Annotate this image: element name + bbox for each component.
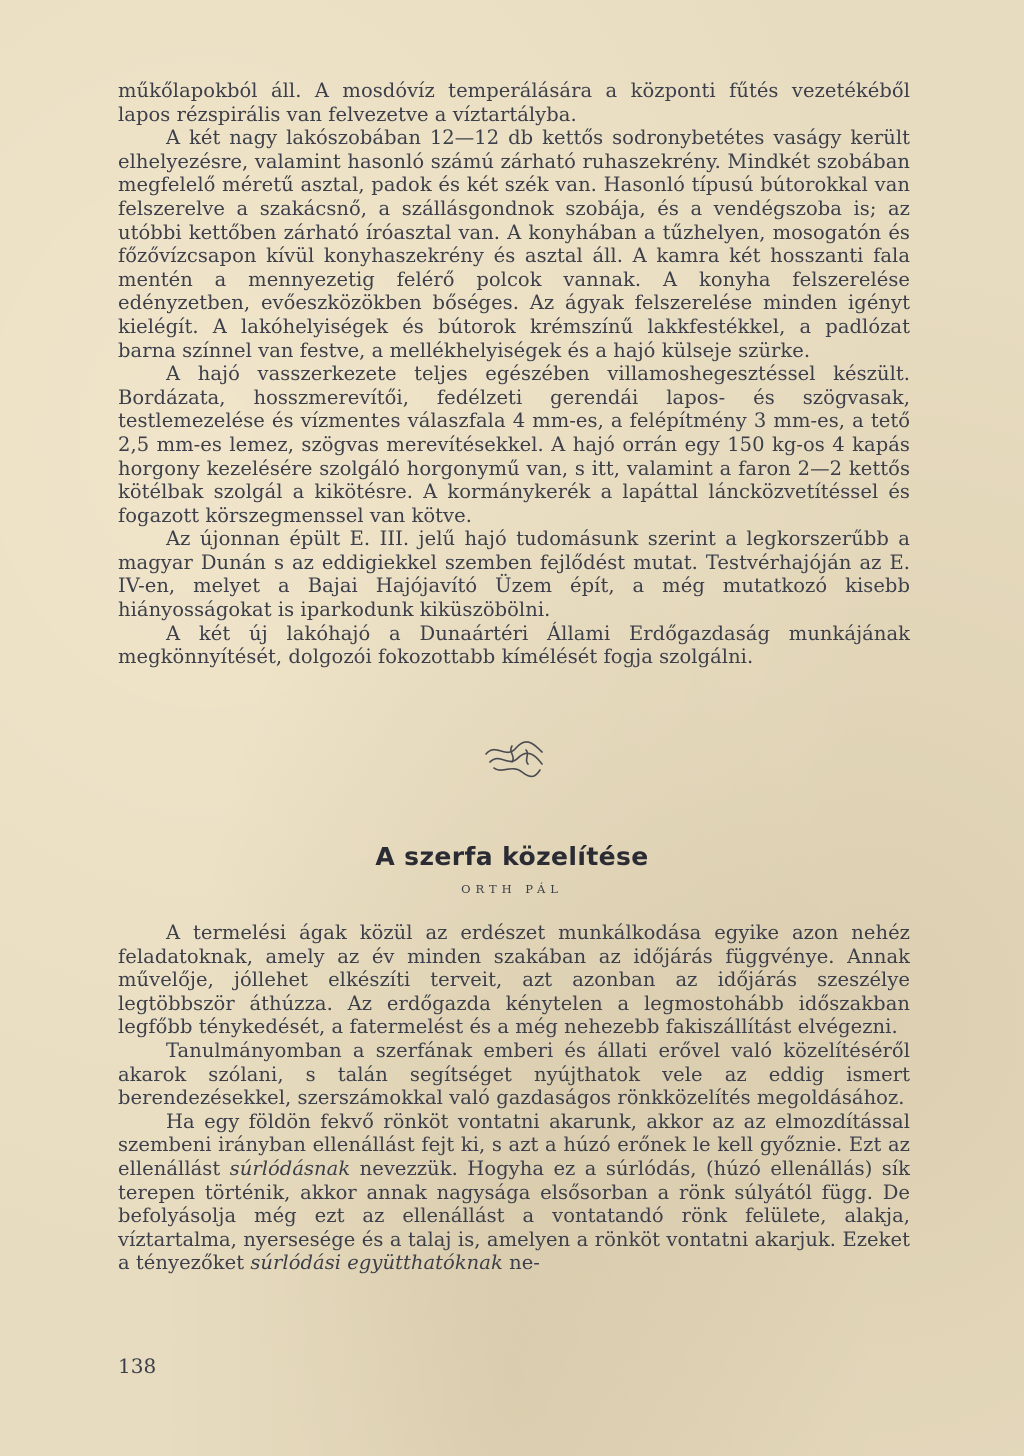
paragraph: A hajó vasszerkezete teljes egészében villamoshegesztéssel készült. Bordázata, hosszmerevítői, fedélzeti gerendái lapos- és szögvasak, testlemezelése és vízmentes válaszfala 4 mm-es, a felépítmény 3 mm-es, a tető 2,5 mm-es lemez, szögvas merevítésekkel. A hajó orrán egy 150 kg-os 4 kapás horgony kezelésére szolgáló horgonymű van, s itt, valamint a faron 2—2 kettős kötélbak szolgál a kikötésre. A kormánykerék a lapáttal láncközvetítéssel és fogazott körszegmenssel van kötve. — [118, 362, 910, 527]
paragraph-text: nevezzük. Hogyha ez a súrlódás, (húzó ellenállás) sík terepen történik, akkor annak nagysága elsősorban a rönk súlyától függ. De befolyásolja még ezt az ellenállást a vontatandó rönk felülete, alakja, víztartalma, nyersesége és a talaj is, amelyen a rönköt vontatni akarjuk. Ezeket a tényezőket — [118, 1156, 910, 1275]
article-body — [118, 921, 910, 1275]
paragraph: A két új lakóhajó a Dunaártéri Állami Erdőgazdaság munkájának megkönnyítését, dolgozói fokozottabb kímélését fogja szolgálni. — [118, 621, 910, 669]
paragraph: A termelési ágak közül az erdészet munkálkodása egyike azon nehéz feladatoknak, amely az év minden szakában az időjárás függvénye. Annak művelője, jóllehet elkészíti terveit, azt azonban az időjárás szeszélye legtöbbször áthúzza. Az erdőgazda kénytelen a legmostohább időszakban legfőbb ténykedését, a fatermelést és a még nehezebb fakiszállítást elvégezni. — [118, 921, 910, 1039]
decorative-flourish-icon — [482, 738, 546, 780]
article-title: A szerfa közelítése — [375, 842, 649, 871]
emphasized-term: súrlódásnak — [229, 1156, 351, 1180]
article-author: ORTH PÁL — [461, 882, 563, 896]
previous-article-continuation — [118, 79, 910, 669]
paragraph-text: Ha egy földön fekvő rönköt vontatni akarunk, akkor az az elmozdítással szembeni irányban ellenállást fejt ki, s azt a húzó erőnek le kell győznie. Ezt az ellenállást — [118, 1109, 910, 1180]
paragraph: Az újonnan épült E. III. jelű hajó tudomásunk szerint a legkorszerűbb a magyar Dunán s az eddigiekkel szemben fejlődést mutat. Testvérhajóján az E. IV-en, melyet a Bajai Hajójavító Üzem épít, a még mutatkozó kisebb hiányosságokat is iparkodunk kiküszöbölni. — [118, 527, 910, 622]
paragraph — [118, 1110, 910, 1275]
emphasized-term: súrlódási együtthatóknak — [250, 1251, 503, 1275]
paragraph: Tanulmányomban a szerfának emberi és állati erővel való közelítéséről akarok szólani, s talán segítséget nyújthatok vele az eddig ismert berendezésekkel, szerszámokkal való gazdaságos rönkközelítés megoldásához. — [118, 1038, 910, 1110]
page-number: 138 — [118, 1354, 157, 1378]
paragraph: műkőlapokból áll. A mosdóvíz temperálására a központi fűtés vezetékéből lapos rézspirális van felvezetve a víztartályba. — [118, 79, 910, 126]
paragraph: A két nagy lakószobában 12—12 db kettős sodronybetétes vaságy került elhelyezésre, valamint hasonló számú zárható ruhaszekrény. Mindkét szobában megfelelő méretű asztal, padok és két szék van. Hasonló típusú bútorokkal van felszerelve a szakácsnő, a szállásgondnok szobája, és a vendégszoba is; az utóbbi kettőben zárható íróasztal van. A konyhában a tűzhelyen, mosogatón és főzővízcsapon kívül konyhaszekrény és asztal áll. A kamra két hosszanti fala mentén a mennyezetig felérő polcok vannak. A konyha felszerelése edényzetben, evőeszközökben bőséges. Az ágyak felszerelése minden igényt kielégít. A lakóhelyiségek és bútorok krémszínű lakkfestékkel, a padlózat barna színnel van festve, a mellékhelyiségek és a hajó külseje szürke. — [118, 126, 910, 362]
paragraph-text: ne- — [502, 1251, 540, 1275]
